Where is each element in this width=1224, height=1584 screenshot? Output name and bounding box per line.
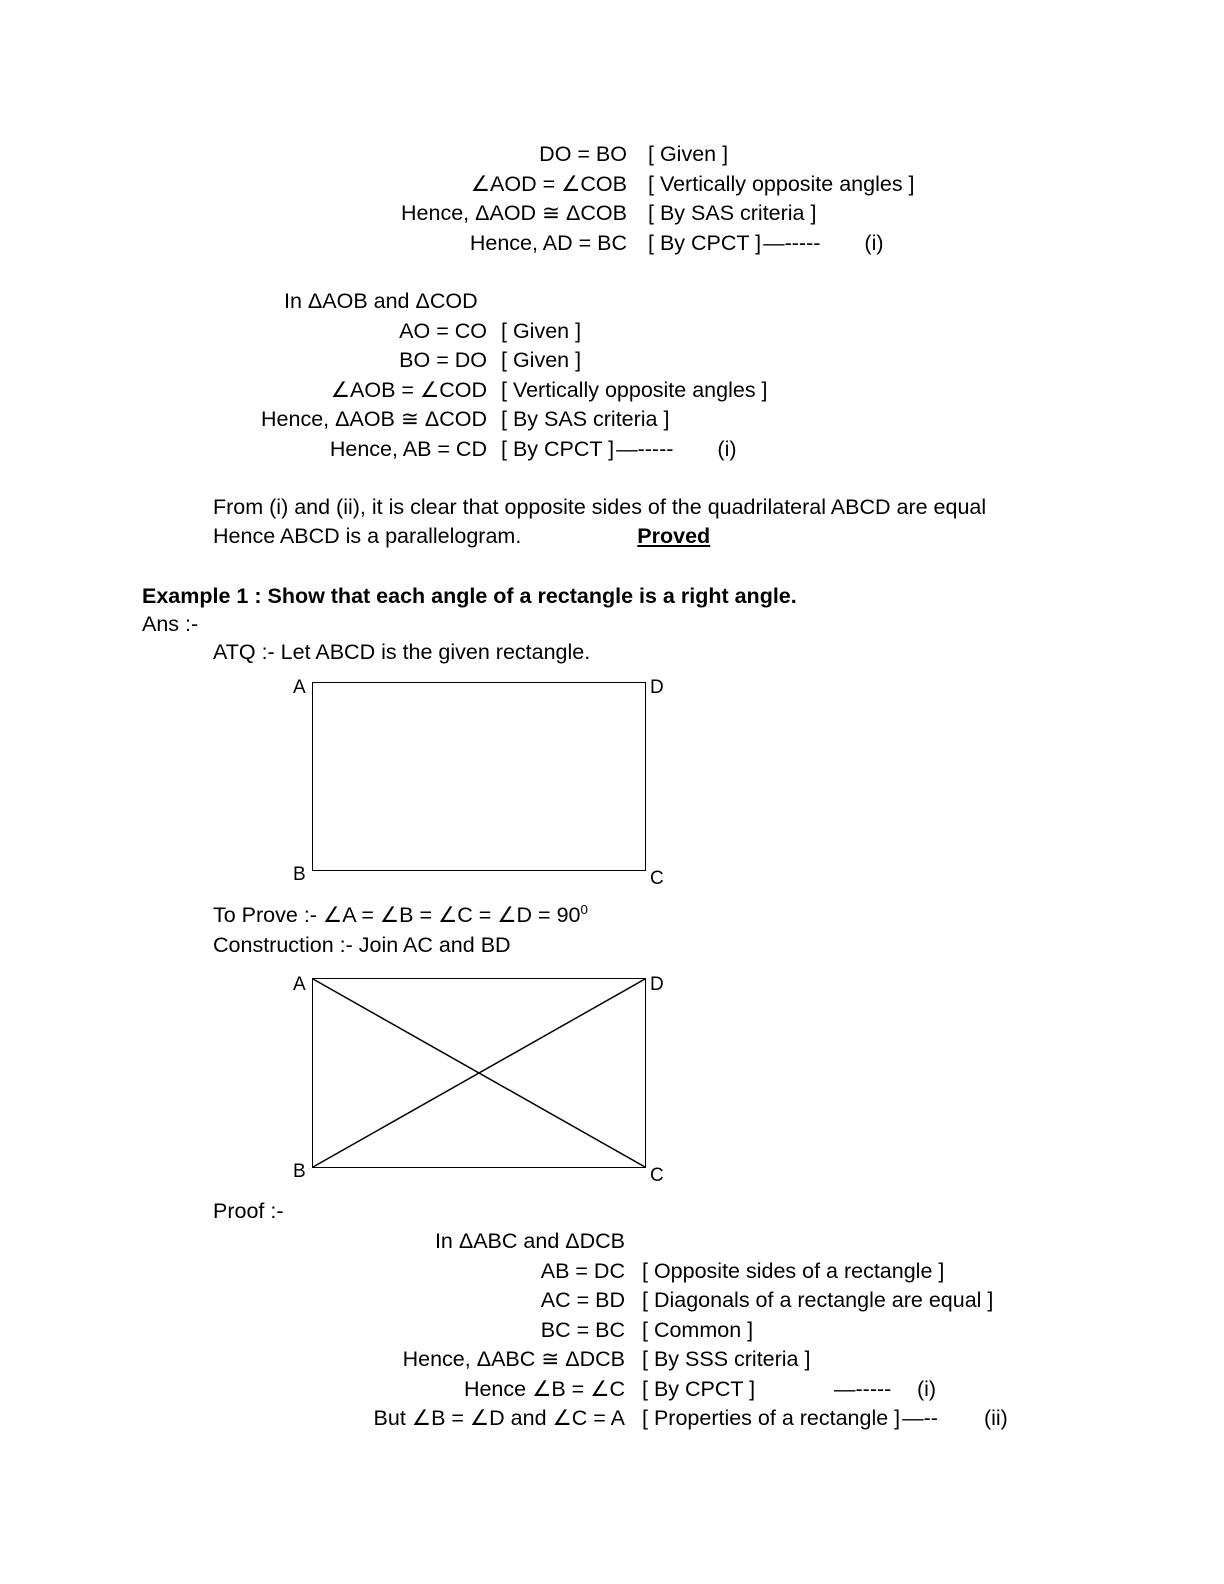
degree-superscript: 0 xyxy=(580,901,588,917)
proof-row xyxy=(0,1345,1044,1375)
reason-dash: —-- xyxy=(902,1406,938,1430)
reason-text: [ Opposite sides of a rectangle ] xyxy=(642,1258,945,1283)
reason-text: [ Given ] xyxy=(648,142,729,166)
example-heading: Example 1 : Show that each angle of a rectangle is a right angle. xyxy=(142,584,797,608)
vertex-label-d: D xyxy=(650,974,664,995)
proof-reason xyxy=(625,1404,938,1434)
proof-statement: Hence ∠B = ∠C xyxy=(463,1376,625,1401)
reason-text: [ By CPCT ] xyxy=(648,230,762,255)
to-prove-text: To Prove :- ∠A = ∠B = ∠C = ∠D = 90 xyxy=(213,903,581,927)
proof-row xyxy=(0,1404,1044,1434)
proof-statement: Hence, AD = BC xyxy=(469,230,627,255)
proof-statement: But ∠B = ∠D and ∠C = A xyxy=(373,1406,625,1430)
reason-number: (i) xyxy=(717,436,737,461)
proof-block-heading: In ΔAOB and ΔCOD xyxy=(284,289,478,313)
answer-label: Ans :- xyxy=(142,612,199,636)
proof-statement: Hence, ΔAOD ≅ ΔCOB xyxy=(401,201,627,225)
vertex-label-a: A xyxy=(293,974,306,995)
reason-text: [ By CPCT ] xyxy=(501,436,615,461)
reason-dash: —----- xyxy=(763,230,821,255)
proof-statement: AC = BD xyxy=(540,1288,625,1312)
proof-statement: AB = DC xyxy=(540,1258,625,1283)
proof-statement: Hence, ΔAOB ≅ ΔCOD xyxy=(261,407,487,431)
proof-row xyxy=(0,1286,1044,1316)
proof-statement: ∠AOB = ∠COD xyxy=(330,377,487,402)
proof-reason xyxy=(625,1286,995,1316)
proof-block-rectangle xyxy=(0,1227,1044,1434)
proof-statement: BO = DO xyxy=(399,348,487,372)
proof-statement: BC = BC xyxy=(540,1317,625,1342)
reason-text: [ Given ] xyxy=(501,348,582,372)
reason-dash: —----- xyxy=(616,436,674,461)
proof-reason xyxy=(625,1257,946,1287)
conclusion-line-2: Hence ABCD is a parallelogram. xyxy=(213,524,522,548)
proof-statement: Hence, ΔABC ≅ ΔDCB xyxy=(402,1347,625,1371)
proof-row xyxy=(0,1375,1044,1405)
vertex-label-b: B xyxy=(293,1161,306,1182)
proved-label: Proved xyxy=(637,524,711,548)
vertex-label-c: C xyxy=(650,868,664,889)
reason-number: (i) xyxy=(864,230,884,255)
vertex-label-c: C xyxy=(650,1165,664,1186)
proof-reason xyxy=(625,1316,755,1346)
reason-text: [ Vertically opposite angles ] xyxy=(648,171,915,196)
reason-text: [ By SAS criteria ] xyxy=(648,201,817,225)
reason-text: [ Diagonals of a rectangle are equal ] xyxy=(642,1288,994,1312)
reason-dash: —----- xyxy=(834,1376,892,1401)
reason-text: [ Vertically opposite angles ] xyxy=(501,377,768,402)
proof-statement: DO = BO xyxy=(539,142,627,166)
vertex-label-a: A xyxy=(293,677,306,698)
reason-text: [ Given ] xyxy=(501,318,582,343)
proof-statement: ∠AOD = ∠COB xyxy=(470,171,627,196)
reason-text: [ By SAS criteria ] xyxy=(501,407,670,431)
construction-line: Construction :- Join AC and BD xyxy=(213,933,511,957)
proof-label: Proof :- xyxy=(213,1199,284,1223)
proof-row xyxy=(0,1257,1044,1287)
proof-reason xyxy=(625,1345,812,1375)
atq-line: ATQ :- Let ABCD is the given rectangle. xyxy=(213,640,591,664)
conclusion-line-1: From (i) and (ii), it is clear that opposite sides of the quadrilateral ABCD are equal xyxy=(213,495,987,519)
proof-block-heading: In ΔABC and ΔDCB xyxy=(434,1229,625,1253)
vertex-label-d: D xyxy=(650,677,664,698)
reason-number: (i) xyxy=(917,1376,937,1401)
proof-statement: Hence, AB = CD xyxy=(329,436,487,461)
proof-reason xyxy=(625,1375,832,1405)
proof-statement: AO = CO xyxy=(399,318,487,343)
proof-block-heading-row xyxy=(0,1227,1044,1257)
reason-text: [ Properties of a rectangle ] xyxy=(642,1406,901,1430)
reason-text: [ Common ] xyxy=(642,1317,754,1342)
reason-text: [ By CPCT ] xyxy=(642,1376,756,1401)
reason-number: (ii) xyxy=(983,1406,1008,1430)
vertex-label-b: B xyxy=(293,864,306,885)
proof-row xyxy=(0,1316,1044,1346)
reason-text: [ By SSS criteria ] xyxy=(642,1347,811,1371)
